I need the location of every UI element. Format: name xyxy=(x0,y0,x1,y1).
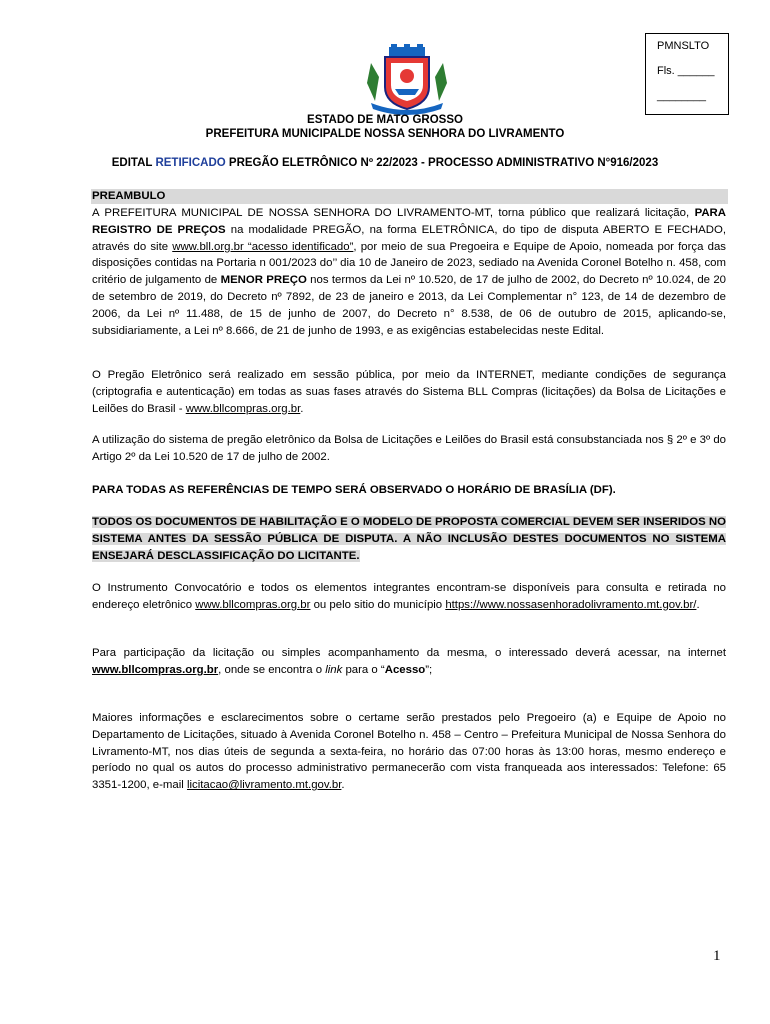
p8-text-b: . xyxy=(341,779,345,792)
title-post: PREGÃO ELETRÔNICO Nº 22/2023 - PROCESSO ADMINISTRATIVO N°916/2023 xyxy=(225,157,659,169)
p7-text-c: para o “ xyxy=(342,663,385,676)
email-link[interactable]: licitacao@livramento.mt.gov.br xyxy=(186,779,342,792)
p6-text-c: . xyxy=(696,598,700,611)
municipal-coat-of-arms-icon xyxy=(357,43,457,115)
time-reference-notice: PARA TODAS AS REFERÊNCIAS DE TEMPO SERÁ OBSERVADO O HORÁRIO DE BRASÍLIA (DF). xyxy=(92,484,616,496)
p1-text-f: nos termos da Lei nº 10.520, de 17 de julho de 2002, do Decreto nº 10.024, de 20 de setembro de 2019, do Decreto nº 7892, de 23 de janeiro e 2013, da Lei Complementar n° 123, de 14 de dezembro de 2006, da Lei nº 11.488, de 15 de junho de 2007, do Decreto n° 8.538, de 06 de outubro de 2015, aplicando-se, subsidiariamente, a Lei nº 8.666, de 21 de junho de 1993, e as exigências estabelecidas neste Edital. xyxy=(92,274,727,337)
preamble-heading: PREAMBULO xyxy=(91,189,728,204)
bllcompras-link-2[interactable]: www.bllcompras.org.br xyxy=(195,598,311,611)
bllcompras-link[interactable]: www.bllcompras.org.br xyxy=(185,402,301,415)
title-pre: EDITAL xyxy=(111,157,156,169)
title-retificado: RETIFICADO xyxy=(155,157,226,169)
p2-text-a: O Pregão Eletrônico será realizado em sessão pública, por meio da INTERNET, mediante condições de segurança (criptografia e autenticação) em todas as suas fases através do Sistema BLL Compras (licitações) da Bolsa de Licitações e Leilões do Brasil - xyxy=(92,369,726,415)
preamble-paragraph-8 xyxy=(92,710,726,794)
protocol-stamp-box xyxy=(645,33,729,115)
p7-text-a: Para participação da licitação ou simples acompanhamento da mesma, o interessado deverá acessar, na internet xyxy=(92,647,726,659)
p1-text-c: na modalidade PREGÃO, na forma ELETRÔNICA, do tipo de disputa ABERTO E FECHADO, através do site xyxy=(92,223,727,253)
p2-text-b: . xyxy=(300,402,304,415)
documents-notice xyxy=(92,514,726,564)
p1-bold-registro: PARA REGISTRO DE PREÇOS xyxy=(92,207,726,236)
preamble-paragraph-6 xyxy=(92,580,726,614)
stamp-folio: Fls. ______ xyxy=(657,65,715,77)
documents-notice-text: TODOS OS DOCUMENTOS DE HABILITAÇÃO E O MODELO DE PROPOSTA COMERCIAL DEVEM SER INSERIDOS NO SISTEMA ANTES DA SESSÃO PÚBLICA DE DISPUTA. A NÃO INCLUSÃO DESTES DOCUMENTOS NO SISTEMA ENSEJARÁ DESCLASSIFICAÇÃO DO LICITANTE. xyxy=(92,516,726,562)
preamble-paragraph-1 xyxy=(92,205,726,339)
p6-text-b: ou pelo sitio do município xyxy=(310,598,446,611)
bll-site-link[interactable]: www.bll.org.br “acesso identificado” xyxy=(172,240,354,253)
edital-title xyxy=(0,157,770,169)
stamp-code: PMNSLTO xyxy=(657,40,710,52)
stamp-signature-line: ________ xyxy=(657,90,706,102)
prefecture-heading: PREFEITURA MUNICIPALDE NOSSA SENHORA DO LIVRAMENTO xyxy=(205,128,565,140)
p8-text-a: Maiores informações e esclarecimentos sobre o certame serão prestados pelo Pregoeiro (a) e Equipe de Apoio no Departamento de Licitações, situado à Avenida Coronel Botelho n. 458 – Centro – Prefeitura Municipal de Nossa Senhora do Livramento-MT, nos dias úteis de segunda a sexta-feira, no horário das 07:00 horas às 13:00 horas, mesmo endereço e período no qual os autos do processo administrativo permanecerão com vista franqueada aos interessados: Telefone: 65 3351-1200, e-mail xyxy=(92,712,726,792)
preamble-paragraph-2 xyxy=(92,367,726,417)
p7-text-d: ”; xyxy=(425,663,433,676)
p7-text-b: , onde se encontra o xyxy=(218,663,326,676)
preamble-paragraph-7 xyxy=(92,645,726,679)
p1-bold-menor-preco: MENOR PREÇO xyxy=(220,274,307,287)
p7-bold-acesso: Acesso xyxy=(384,663,426,676)
p7-italic-link: link xyxy=(325,663,343,676)
page-number: 1 xyxy=(713,948,721,964)
municipality-site-link[interactable]: https://www.nossasenhoradolivramento.mt.gov.br/ xyxy=(445,598,697,611)
p1-text-a: A PREFEITURA MUNICIPAL DE NOSSA SENHORA DO LIVRAMENTO-MT, torna público que realizará licitação, xyxy=(92,207,695,219)
bllcompras-link-3[interactable]: www.bllcompras.org.br xyxy=(92,663,219,676)
p6-text-a: O Instrumento Convocatório e todos os elementos integrantes encontram-se disponíveis para consulta e retirada no endereço eletrônico xyxy=(92,582,726,611)
preamble-paragraph-3: A utilização do sistema de pregão eletrônico da Bolsa de Licitações e Leilões do Brasil está consubstanciada nos § 2º e 3º do Artigo 2º da Lei 10.520 de 17 de julho de 2002. xyxy=(92,434,726,463)
state-heading: ESTADO DE MATO GROSSO xyxy=(307,114,463,126)
p1-text-d: , por meio de sua Pregoeira e Equipe de Apoio, nomeada por força das disposições contidas na Portaria n 001/2023 do’’ dia 10 de Janeiro de 2023, sediado na Avenida Coronel Botelho n. 458, com critério de julgamento de xyxy=(92,240,726,287)
